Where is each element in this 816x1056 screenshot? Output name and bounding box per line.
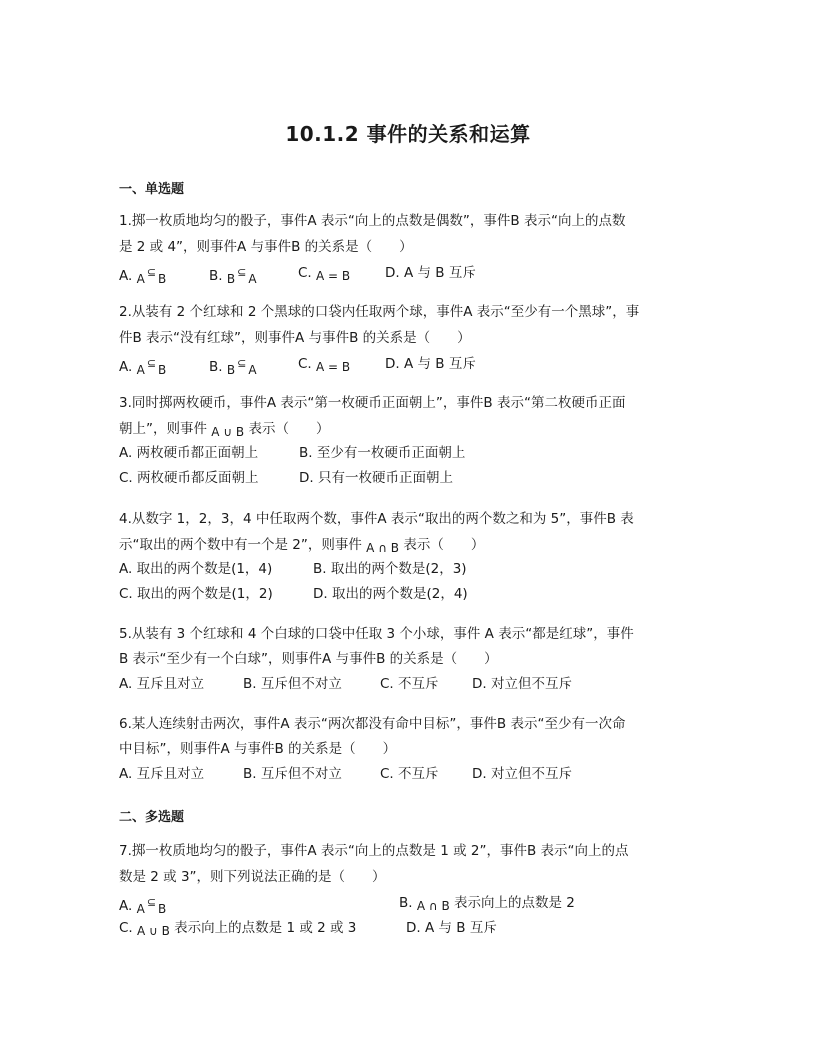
q1-option-c: C. A = B	[298, 265, 351, 283]
q4-intersection-symbol: A ∩ B	[366, 541, 400, 555]
q5-option-c: C. 不互斥	[380, 676, 439, 692]
q2-option-d: D. A 与 B 互斥	[385, 356, 476, 372]
q3-stem-line2: 朝上”，则事件 A ∪ B 表示（ ）	[119, 421, 330, 439]
q4-option-c: C. 取出的两个数是(1，2)	[119, 586, 273, 602]
q6-option-d: D. 对立但不互斥	[472, 766, 572, 782]
q5-option-a: A. 互斥且对立	[119, 676, 205, 692]
q3-stem-line1: 3.同时掷两枚硬币，事件A 表示“第一枚硬币正面朝上”，事件B 表示“第二枚硬币正面	[119, 395, 626, 411]
q2-option-c: C. A = B	[298, 356, 351, 374]
q7-option-c: C. A ∪ B 表示向上的点数是 1 或 2 或 3	[119, 920, 357, 938]
q6-stem-line2: 中目标”，则事件A 与事件B 的关系是（ ）	[119, 741, 397, 757]
q5-stem-line1: 5.从装有 3 个红球和 4 个白球的口袋中任取 3 个小球，事件 A 表示“都是红球”，事件	[119, 626, 634, 642]
q5-option-b: B. 互斥但不对立	[243, 676, 342, 692]
q7-stem-line1: 7.掷一枚质地均匀的骰子，事件A 表示“向上的点数是 1 或 2”，事件B 表示“向上的点	[119, 843, 629, 859]
q2-stem-line1: 2.从装有 2 个红球和 2 个黑球的口袋内任取两个球，事件A 表示“至少有一个黑球”，事	[119, 304, 640, 320]
q1-option-a: A. A ⊆ B	[119, 266, 167, 286]
q6-option-b: B. 互斥但不对立	[243, 766, 342, 782]
q3-option-d: D. 只有一枚硬币正面朝上	[299, 470, 453, 486]
q7-option-d: D. A 与 B 互斥	[406, 920, 497, 936]
q7-option-a: A. A ⊆ B	[119, 896, 167, 916]
q2-option-a: A. A ⊆ B	[119, 357, 167, 377]
q4-stem-line1: 4.从数字 1，2，3，4 中任取两个数，事件A 表示“取出的两个数之和为 5”，事件B 表	[119, 511, 634, 527]
q6-stem-line1: 6.某人连续射击两次，事件A 表示“两次都没有命中目标”，事件B 表示“至少有一次命	[119, 716, 626, 732]
q1-stem-line2: 是 2 或 4”，则事件A 与事件B 的关系是（ ）	[119, 239, 413, 255]
q5-stem-line2: B 表示“至少有一个白球”，则事件A 与事件B 的关系是（ ）	[119, 651, 498, 667]
q4-option-a: A. 取出的两个数是(1，4)	[119, 561, 273, 577]
document-title: 10.1.2 事件的关系和运算	[285, 122, 531, 146]
q1-option-d: D. A 与 B 互斥	[385, 265, 476, 281]
q3-option-c: C. 两枚硬币都反面朝上	[119, 470, 259, 486]
q5-option-d: D. 对立但不互斥	[472, 676, 572, 692]
q7-option-b: B. A ∩ B 表示向上的点数是 2	[399, 895, 575, 913]
q4-stem-line2: 示“取出的两个数中有一个是 2”，则事件 A ∩ B 表示（ ）	[119, 537, 485, 555]
q2-option-b: B. B ⊆ A	[209, 357, 257, 377]
q6-option-a: A. 互斥且对立	[119, 766, 205, 782]
q1-stem-line1: 1.掷一枚质地均匀的骰子，事件A 表示“向上的点数是偶数”，事件B 表示“向上的点数	[119, 213, 626, 229]
q7-stem-line2: 数是 2 或 3”，则下列说法正确的是（ ）	[119, 869, 386, 885]
section-heading-multiple-choice: 二、多选题	[119, 810, 185, 825]
q3-option-b: B. 至少有一枚硬币正面朝上	[299, 445, 466, 461]
q1-option-b: B. B ⊆ A	[209, 266, 257, 286]
q2-stem-line2: 件B 表示“没有红球”，则事件A 与事件B 的关系是（ ）	[119, 330, 471, 346]
q3-option-a: A. 两枚硬币都正面朝上	[119, 445, 259, 461]
section-heading-single-choice: 一、单选题	[119, 182, 185, 197]
q3-union-symbol: A ∪ B	[211, 425, 245, 439]
q6-option-c: C. 不互斥	[380, 766, 439, 782]
q4-option-d: D. 取出的两个数是(2，4)	[313, 586, 468, 602]
q4-option-b: B. 取出的两个数是(2，3)	[313, 561, 467, 577]
